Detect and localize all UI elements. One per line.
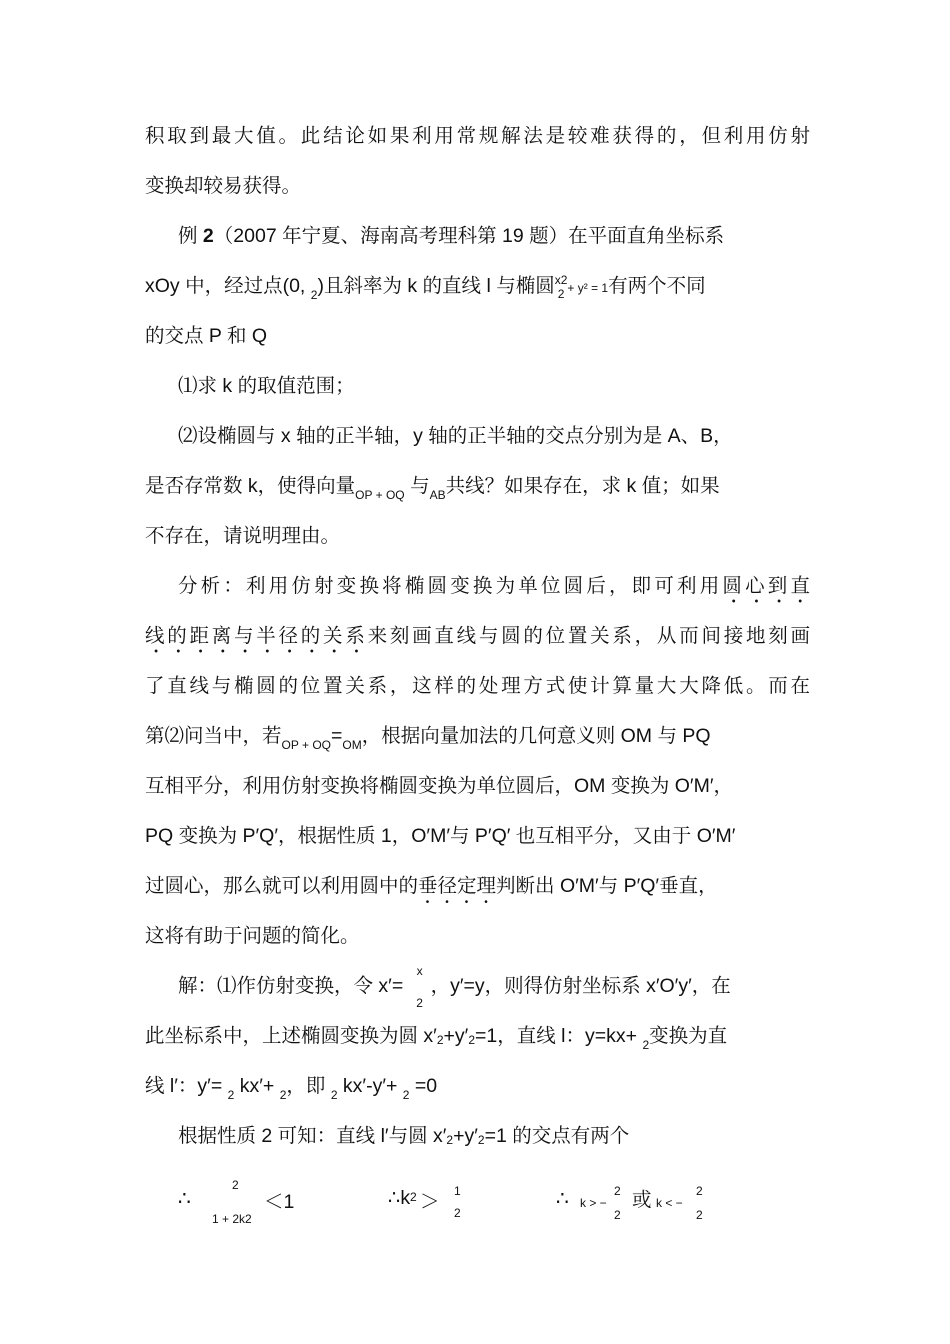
text: ，根据向量加法的几何意义则 OM 与 PQ	[361, 725, 711, 747]
text: 不存在，请说明理由。	[145, 524, 341, 547]
x-over-sqrt2	[409, 964, 431, 1010]
text: 的交点 P 和 Q	[145, 325, 268, 347]
relation: ＞	[420, 1191, 440, 1213]
relation: ＜1	[264, 1191, 295, 1213]
text: +y′	[443, 1025, 469, 1047]
analysis-line-8	[145, 918, 810, 954]
vector-expression: OM	[342, 738, 362, 752]
text: 是否存常数 k，使得向量	[145, 475, 356, 497]
text: ，y′=y，则得仿射坐标系 x′O′y′，在	[430, 975, 731, 998]
analysis-line-3	[145, 668, 810, 704]
text: 这将有助于问题的简化。	[145, 924, 360, 947]
exponent: 2	[477, 1133, 485, 1147]
solution-line-1	[178, 964, 810, 1010]
emphasized-text: 线的距离与半径的关系	[145, 624, 368, 647]
vector-expression: OP + OQ	[355, 488, 405, 502]
example-number: 2	[202, 225, 214, 247]
equals-sign: =	[330, 725, 343, 747]
equation-part: + y² = 1	[567, 281, 609, 295]
question-1	[178, 368, 810, 404]
text: 积取到最大值。此结论如果利用常规解法是较难获得的，但利用仿射	[145, 124, 810, 147]
vector-expression: AB	[429, 488, 446, 502]
text: 变换为直	[649, 1025, 728, 1047]
analysis-line-1	[178, 568, 810, 604]
text: PQ 变换为 P′Q′，根据性质 1，O′M′与 P′Q′ 也互相平分，又由于 O′M′	[145, 825, 736, 847]
text: 互相平分，利用仿射变换将椭圆变换为单位圆后，OM 变换为 O′M′，	[145, 775, 733, 797]
text-line-4	[145, 268, 810, 304]
numerator: x	[416, 964, 423, 978]
text: ⑵设椭圆与 x 轴的正半轴，y 轴的正半轴的交点分别为是 A、B，	[178, 425, 733, 447]
numerator: 2	[232, 1178, 239, 1192]
inequality-1	[178, 1176, 348, 1232]
denominator: 1 + 2k2	[212, 1212, 252, 1226]
solution-line-3	[145, 1068, 810, 1104]
text-line-8	[145, 468, 810, 504]
question-2	[178, 418, 810, 454]
analysis-line-6	[145, 818, 810, 854]
text: 分析：利用仿射变换将椭圆变换为单位圆后，即可利用	[178, 574, 723, 597]
exponent: 2	[468, 1033, 475, 1047]
text: 线 l′：y′=	[145, 1075, 228, 1097]
text-line-1	[145, 118, 810, 154]
text: =1，直线 l：y=kx+	[475, 1025, 643, 1047]
text: kx′+	[239, 1075, 280, 1097]
inequality-lhs: k < −	[656, 1196, 683, 1210]
sqrt-placeholder: 2	[279, 1088, 287, 1102]
numerator: 1	[454, 1184, 461, 1198]
text-line-9	[145, 518, 810, 554]
inequality-3	[556, 1176, 736, 1232]
text: 判断出 O′M′与 P′Q′垂直，	[496, 875, 718, 897]
text: xOy 中，经过点(0,	[145, 275, 311, 297]
numerator: 2	[696, 1184, 703, 1198]
text: 共线？如果存在，求 k 值；如果	[445, 475, 720, 497]
text: =1 的交点有两个	[484, 1125, 630, 1147]
ellipse-fraction	[555, 273, 568, 301]
exponent: 2	[410, 1190, 417, 1204]
text: 根据性质 2 可知：直线 l′与圆 x′	[178, 1125, 447, 1147]
numerator: 2	[614, 1184, 621, 1198]
text: 来刻画直线与圆的位置关系，从而间接地刻画	[367, 624, 810, 647]
solution-line-2	[145, 1018, 810, 1054]
sqrt-placeholder: 2	[330, 1088, 338, 1102]
denominator: 2	[416, 996, 423, 1010]
inequality-lhs: k > −	[580, 1196, 607, 1210]
text: 解：⑴作仿射变换，令 x′=	[178, 975, 409, 998]
sqrt-placeholder: 2	[227, 1088, 235, 1102]
text: 此坐标系中，上述椭圆变换为圆 x′	[145, 1025, 437, 1047]
text: )且斜率为 k 的直线 l 与椭圆	[317, 275, 555, 297]
text: 有两个不同	[608, 275, 706, 297]
analysis-line-4	[145, 718, 810, 754]
text: +y′	[453, 1125, 478, 1147]
denominator: 2	[454, 1206, 461, 1220]
solution-line-4	[178, 1118, 810, 1154]
analysis-line-5	[145, 768, 810, 804]
sqrt-placeholder: 2	[642, 1038, 650, 1052]
example-heading	[178, 218, 810, 254]
text: 例	[178, 225, 203, 247]
text-line-5	[145, 318, 810, 354]
emphasized-text: 圆心到直	[722, 574, 810, 597]
exponent: 2	[446, 1133, 454, 1147]
text: 第⑵问当中，若	[145, 725, 282, 747]
analysis-line-2	[145, 618, 810, 654]
text: ，即	[286, 1075, 331, 1097]
sqrt-placeholder: 2	[310, 288, 318, 302]
therefore-symbol: ∴k	[388, 1187, 411, 1209]
analysis-line-7	[145, 868, 810, 904]
numerator: x2	[554, 272, 568, 287]
text: ⑴求 k 的取值范围；	[178, 375, 355, 397]
denominator: 2	[557, 286, 565, 301]
sqrt-placeholder: 2	[402, 1088, 410, 1102]
emphasized-text: 垂径定理	[418, 875, 497, 897]
text: （2007 年宁夏、海南高考理科第 19 题）在平面直角坐标系	[213, 225, 725, 247]
text: 与	[410, 475, 430, 497]
exponent: 2	[436, 1033, 444, 1047]
therefore-symbol: ∴	[556, 1188, 569, 1210]
vector-expression: OP + OQ	[281, 738, 331, 752]
text: =0	[414, 1075, 438, 1097]
text: 过圆心，那么就可以利用圆中的	[145, 875, 419, 897]
text: 变换却较易获得。	[145, 174, 302, 197]
inequality-2	[388, 1176, 498, 1232]
text: 了直线与椭圆的位置关系，这样的处理方式使计算量大大降低。而在	[145, 674, 810, 697]
text: kx′-y′+	[342, 1075, 403, 1097]
or-word: 或	[632, 1189, 652, 1211]
denominator: 2	[696, 1208, 703, 1222]
text-line-2	[145, 168, 810, 204]
denominator: 2	[614, 1208, 621, 1222]
therefore-symbol: ∴	[178, 1188, 191, 1210]
